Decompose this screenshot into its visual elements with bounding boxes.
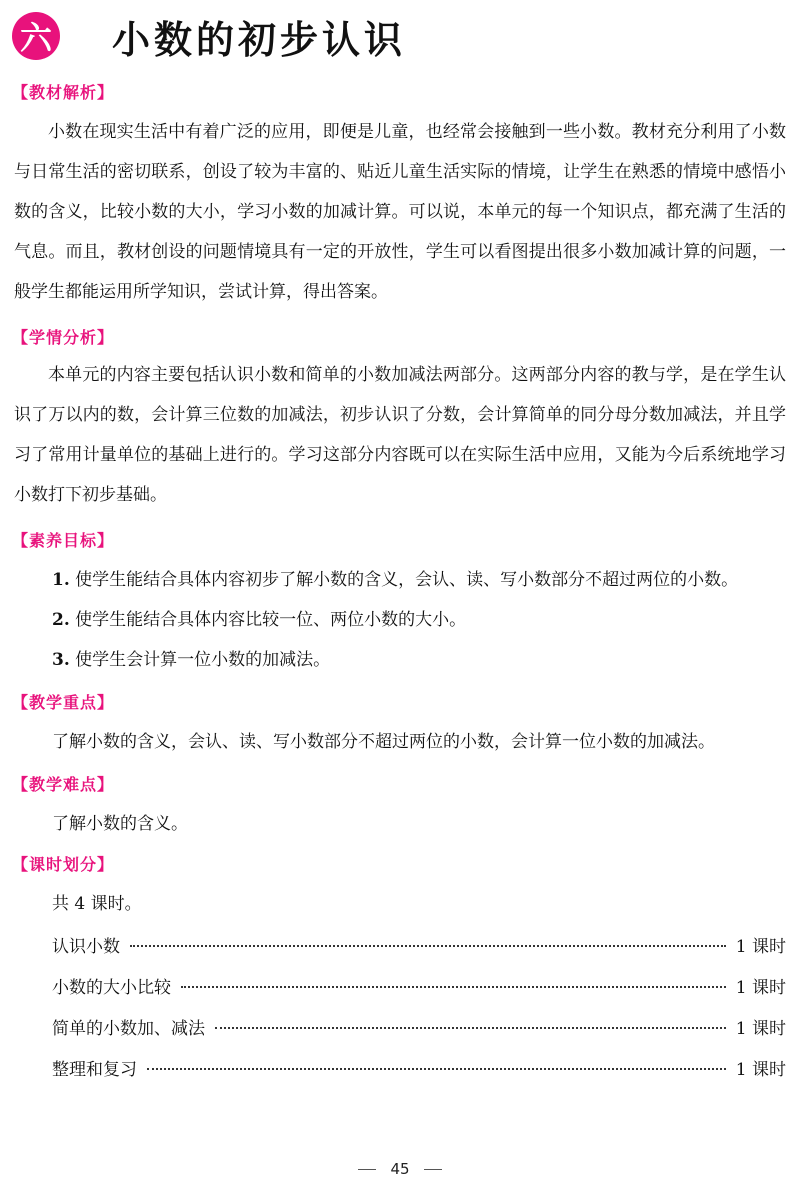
schedule-row xyxy=(52,1014,786,1038)
schedule-row xyxy=(52,1055,786,1079)
goal-text: 使学生会计算一位小数的加减法。 xyxy=(75,650,331,670)
goal-item xyxy=(52,648,330,672)
schedule-row xyxy=(52,932,786,956)
schedule-row-name: 简单的小数加、减法 xyxy=(52,1018,205,1039)
section-label-difficulties: 【教学难点】 xyxy=(12,775,115,794)
dot-leader xyxy=(147,1068,726,1070)
goal-number: 2. xyxy=(52,610,70,630)
student-analysis-paragraph: 本单元的内容主要包括认识小数和简单的小数加减法两部分。这两部分内容的教与学，是在学生认识了万以内的数，会计算三位数的加减法，初步认识了分数，会计算简单的同分母分数加减法，并且学习了常用计量单位的基础上进行的。学习这部分内容既可以在实际生活中应用，又能为今后系统地学习小数打下初步基础。 xyxy=(14,365,786,505)
dot-leader xyxy=(215,1027,726,1029)
dot-leader xyxy=(130,945,726,947)
chapter-title: 小数的初步认识 xyxy=(112,17,407,62)
goal-text: 使学生能结合具体内容初步了解小数的含义，会认、读、写小数部分不超过两位的小数。 xyxy=(75,570,739,590)
section-label-schedule: 【课时划分】 xyxy=(12,855,115,874)
goal-number: 3. xyxy=(52,650,70,670)
schedule-row-name: 小数的大小比较 xyxy=(52,977,171,998)
schedule-row-name: 整理和复习 xyxy=(52,1059,137,1080)
dot-leader xyxy=(181,986,726,988)
goal-text: 使学生能结合具体内容比较一位、两位小数的大小。 xyxy=(75,610,467,630)
schedule-total: 共 4 课时。 xyxy=(52,894,142,914)
page-footer xyxy=(0,1160,800,1178)
chapter-header xyxy=(12,12,406,60)
goal-item xyxy=(52,608,466,632)
footer-dash-right xyxy=(424,1169,442,1170)
schedule-row-hours: 1 课时 xyxy=(735,1059,786,1080)
chapter-number-badge: 六 xyxy=(12,12,60,60)
section-label-literacy-goals: 【素养目标】 xyxy=(12,531,115,550)
key-points-text: 了解小数的含义，会认、读、写小数部分不超过两位的小数，会计算一位小数的加减法。 xyxy=(52,732,715,752)
goal-number: 1. xyxy=(52,570,70,590)
schedule-row-hours: 1 课时 xyxy=(735,936,786,957)
section-label-key-points: 【教学重点】 xyxy=(12,693,115,712)
schedule-row xyxy=(52,973,786,997)
goal-item xyxy=(52,568,738,592)
schedule-row-hours: 1 课时 xyxy=(735,977,786,998)
page-number: 45 xyxy=(390,1160,410,1178)
section-label-student-analysis: 【学情分析】 xyxy=(12,328,115,347)
schedule-row-hours: 1 课时 xyxy=(735,1018,786,1039)
schedule-row-name: 认识小数 xyxy=(52,936,120,957)
textbook-analysis-paragraph: 小数在现实生活中有着广泛的应用，即便是儿童，也经常会接触到一些小数。教材充分利用了小数与日常生活的密切联系，创设了较为丰富的、贴近儿童生活实际的情境，让学生在熟悉的情境中感悟小数的含义，比较小数的大小，学习小数的加减计算。可以说，本单元的每一个知识点，都充满了生活的气息。而且，教材创设的问题情境具有一定的开放性，学生可以看图提出很多小数加减计算的问题，一般学生都能运用所学知识，尝试计算，得出答案。 xyxy=(14,122,786,302)
section-label-textbook-analysis: 【教材解析】 xyxy=(12,83,115,102)
difficulties-text: 了解小数的含义。 xyxy=(52,814,188,834)
footer-dash-left xyxy=(358,1169,376,1170)
